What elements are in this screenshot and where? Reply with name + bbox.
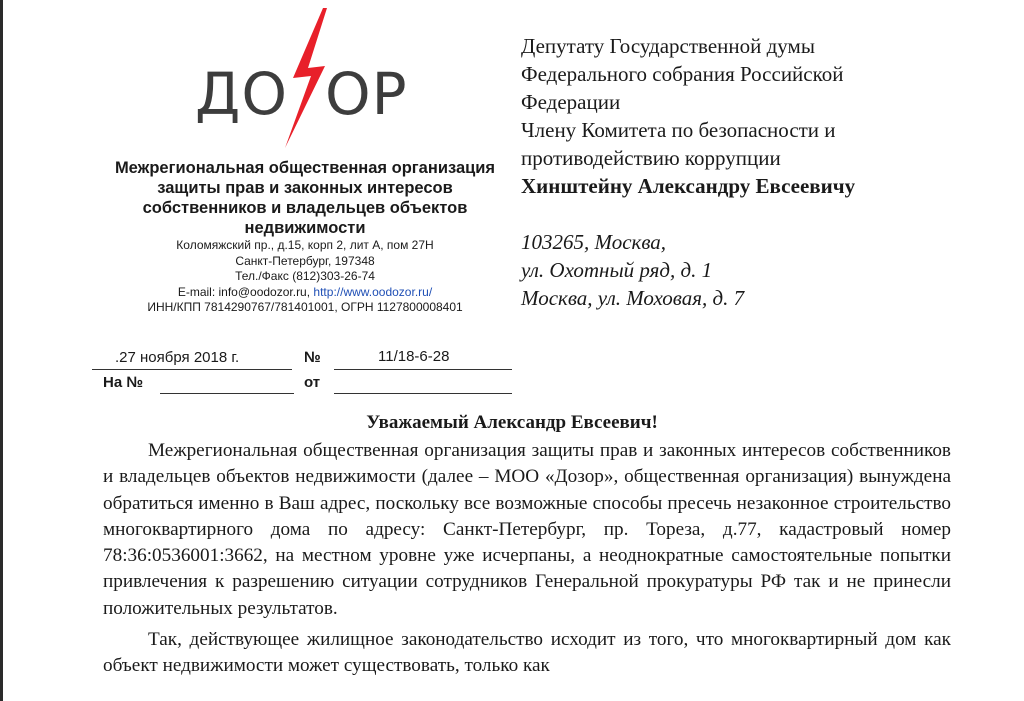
org-phone: Тел./Факс (812)303-26-74 <box>235 269 375 283</box>
org-website-link[interactable]: http://www.oodozor.ru/ <box>313 284 433 299</box>
incoming-date-underline <box>334 393 512 394</box>
recipient-name: Хинштейну Александру Евсеевичу <box>521 174 856 198</box>
recipient-address-line3: Москва, ул. Моховая, д. 7 <box>521 286 745 310</box>
lightning-bolt-icon <box>281 8 331 148</box>
letter-body <box>103 438 951 680</box>
logo <box>195 8 425 148</box>
number-underline <box>334 369 512 370</box>
incoming-number-underline <box>160 393 294 394</box>
org-ids: ИНН/КПП 7814290767/781401001, ОГРН 1127800008401 <box>147 300 463 314</box>
page-edge <box>0 0 3 701</box>
org-address-line1: Коломяжский пр., д.15, корп 2, лит А, пом 27Н <box>176 238 434 252</box>
recipient-block <box>521 32 1001 200</box>
logo-text-left: ДО <box>195 60 288 128</box>
logo-text-right: ОР <box>325 60 408 128</box>
org-address-line2: Санкт-Петербург, 197348 <box>235 253 375 268</box>
body-paragraph-2: Так, действующее жилищное законодательство исходит из того, что многоквартирный дом как объект недвижимости может существовать, только как <box>103 629 951 677</box>
recipient-line2: Федерального собрания Российской <box>521 62 844 86</box>
date-underline <box>92 369 292 370</box>
recipient-line5: противодействию коррупции <box>521 146 781 170</box>
outgoing-date: .27 ноября 2018 г. <box>115 349 240 366</box>
outgoing-number: 11/18-6-28 <box>378 348 450 365</box>
org-name: Межрегиональная общественная организация защиты прав и законных интересов собственников и владельцев объектов недвижимости <box>114 159 496 237</box>
incoming-number-label: На № <box>103 374 144 391</box>
recipient-address-line1: 103265, Москва, <box>521 230 667 254</box>
org-email: E-mail: info@oodozor.ru, <box>177 284 311 299</box>
body-paragraph-1: Межрегиональная общественная организация защиты прав и законных интересов собственников и владельцев объектов недвижимости (далее – МОО «Дозор», общественная организация) вынуждена обратиться именно в Ваш адрес, поскольку все возможные способы пресечь незаконное строительство многоквартирного дома по адресу: Санкт-Петербург, пр. Тореза, д.77, кадастровый номер 78:36:0536001:3662, на местном уровне уже исчерпаны, а неоднократные самостоятельные попытки привлечения к разрешению ситуации сотрудников Генеральной прокуратуры РФ так и не принесли положительных результатов. <box>103 440 951 619</box>
incoming-date-label: от <box>304 374 321 391</box>
recipient-line1: Депутату Государственной думы <box>521 34 815 58</box>
letterhead-block <box>95 158 515 316</box>
number-label: № <box>304 349 321 366</box>
recipient-line3: Федерации <box>521 90 621 114</box>
greeting: Уважаемый Александр Евсеевич! <box>366 412 658 433</box>
recipient-line4: Члену Комитета по безопасности и <box>521 118 836 142</box>
recipient-address <box>521 228 1001 312</box>
recipient-address-line2: ул. Охотный ряд, д. 1 <box>521 258 713 282</box>
org-contacts <box>95 285 515 301</box>
